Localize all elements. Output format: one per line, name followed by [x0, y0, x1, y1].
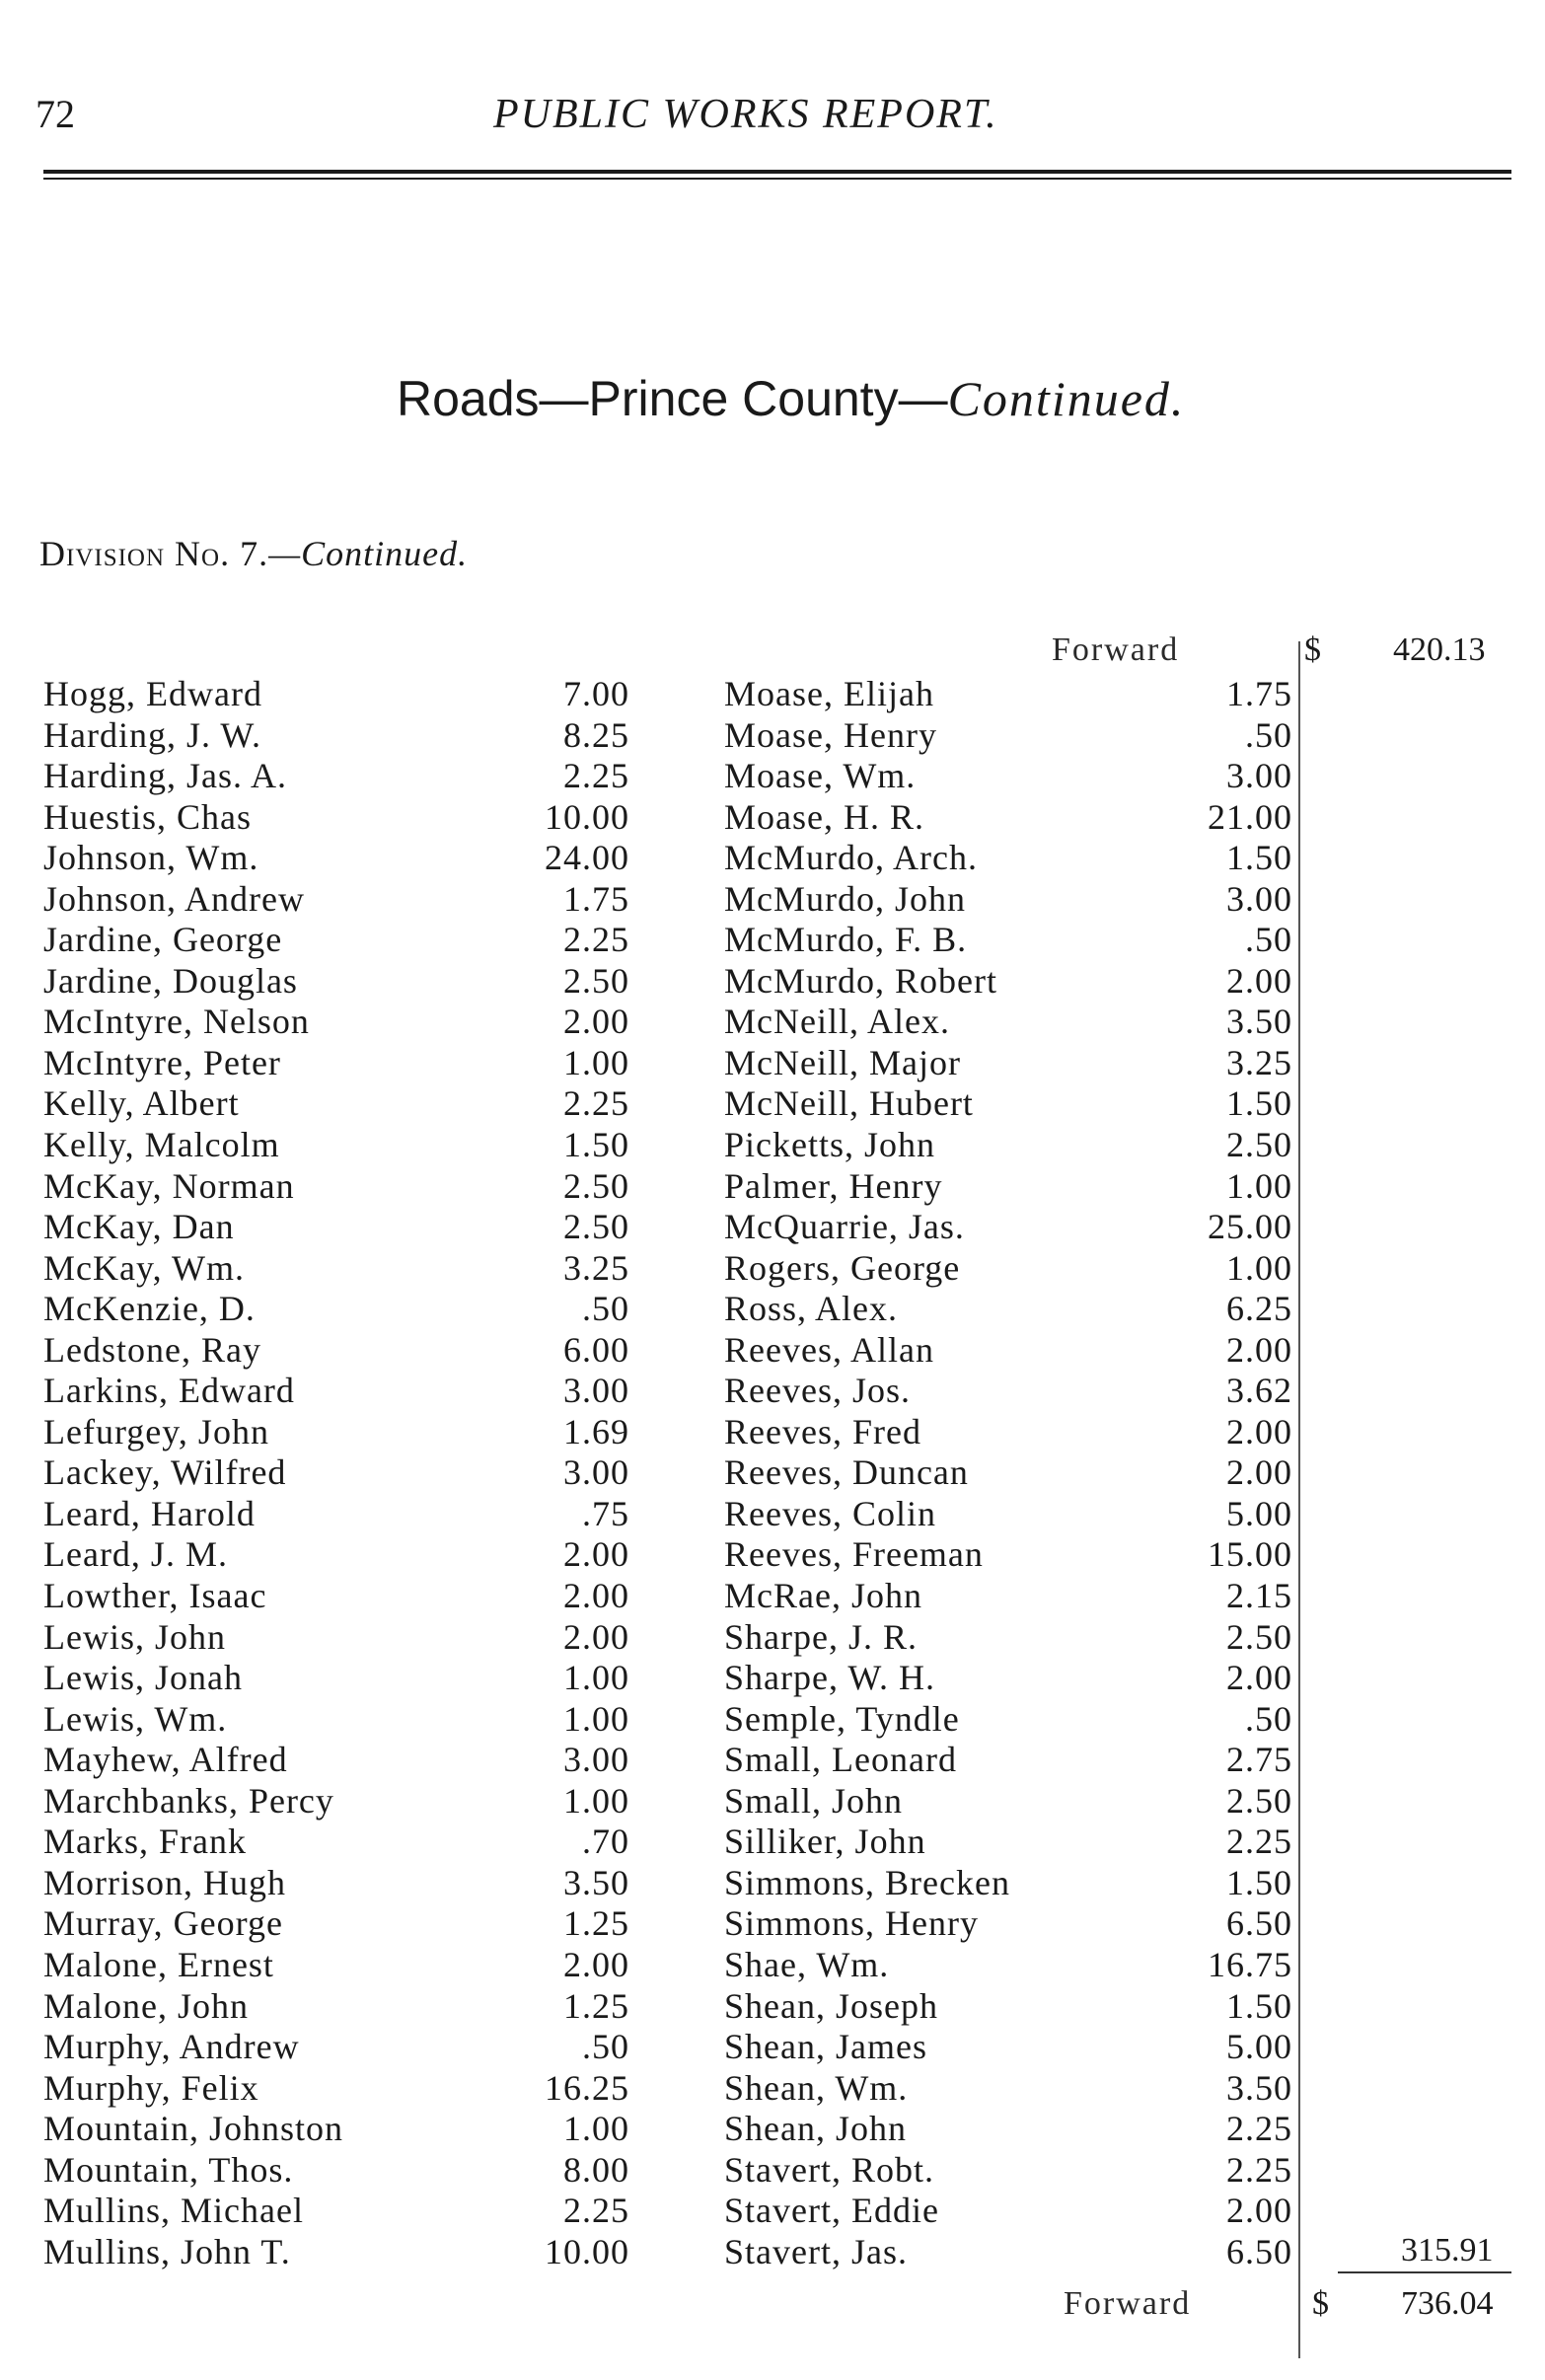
division-continued: —Continued. [268, 534, 469, 573]
left-entry-name: McKenzie, D. [43, 1289, 256, 1329]
left-entry-name: Mayhew, Alfred [43, 1740, 288, 1780]
left-entry-amount: 24.00 [545, 838, 629, 878]
left-entry-name: Malone, John [43, 1985, 249, 2026]
left-entry-name: Jardine, George [43, 920, 283, 960]
section-title-text: Roads—Prince County— [397, 371, 948, 426]
left-entry-name: Leard, J. M. [43, 1534, 228, 1575]
left-entry-name: Kelly, Malcolm [43, 1125, 280, 1165]
left-entry-amount: .70 [582, 1822, 629, 1862]
left-entry-name: Lackey, Wilfred [43, 1452, 287, 1493]
forward-out-label: Forward [1064, 2285, 1192, 2322]
right-entry-amount: 1.00 [1226, 1165, 1292, 1206]
header-rule-thin [43, 178, 1511, 180]
right-entry-amount: 21.00 [1208, 796, 1292, 837]
right-entry-name: Small, Leonard [724, 1740, 957, 1780]
left-entry-amount: 2.25 [563, 2191, 629, 2231]
right-entry-amount: 1.50 [1226, 1862, 1292, 1902]
right-entry-name: McMurdo, Arch. [724, 838, 978, 878]
left-entry-name: Murphy, Andrew [43, 2027, 300, 2067]
left-entry-name: Lewis, John [43, 1616, 226, 1657]
right-entry-name: Reeves, Fred [724, 1411, 921, 1451]
page-number: 72 [36, 92, 75, 136]
right-entry-amount: 2.00 [1226, 2191, 1292, 2231]
left-entry-name: McKay, Wm. [43, 1247, 245, 1288]
left-entry-name: Lewis, Wm. [43, 1698, 228, 1739]
left-entry-amount: 8.25 [563, 714, 629, 755]
right-entry-name: Reeves, Colin [724, 1493, 936, 1533]
left-entry-amount: 2.50 [563, 1207, 629, 1247]
right-entry-amount: 1.75 [1226, 674, 1292, 713]
left-entry-name: Morrison, Hugh [43, 1862, 286, 1902]
right-entry-amount: 2.25 [1226, 2109, 1292, 2149]
left-entry-amount: 2.00 [563, 1576, 629, 1616]
right-entry-name: Rogers, George [724, 1247, 961, 1288]
right-entry-name: Ross, Alex. [724, 1289, 899, 1329]
left-entry-amount: .50 [582, 1289, 629, 1329]
left-entry-name: Marks, Frank [43, 1822, 247, 1862]
right-entry-amount: 2.50 [1226, 1780, 1292, 1821]
left-entry-amount: 2.00 [563, 1616, 629, 1657]
left-entry-name: Larkins, Edward [43, 1371, 295, 1411]
right-entry-name: Shean, Wm. [724, 2067, 909, 2108]
right-entry-amount: 1.50 [1226, 1083, 1292, 1124]
right-entry-amount: 1.00 [1226, 1247, 1292, 1288]
right-entry-name: McNeill, Hubert [724, 1083, 974, 1124]
left-entry-amount: 1.69 [563, 1411, 629, 1451]
running-head: PUBLIC WORKS REPORT. [493, 92, 998, 137]
right-entry-name: Sharpe, W. H. [724, 1658, 935, 1698]
right-entry-name: Reeves, Jos. [724, 1371, 911, 1411]
left-entry-amount: 2.50 [563, 1165, 629, 1206]
right-entry-name: Stavert, Robt. [724, 2149, 934, 2190]
left-entry-amount: 1.75 [563, 878, 629, 919]
right-entry-amount: 6.25 [1226, 1289, 1292, 1329]
left-entry-amount: 16.25 [545, 2067, 629, 2108]
left-entry-amount: 6.00 [563, 1329, 629, 1370]
left-entry-amount: 10.00 [545, 796, 629, 837]
left-entry-amount: 1.25 [563, 1903, 629, 1944]
right-entry-name: Reeves, Duncan [724, 1452, 969, 1493]
right-entry-amount: 2.25 [1226, 1822, 1292, 1862]
right-entry-name: Simmons, Brecken [724, 1862, 1010, 1902]
right-entry-amount: 2.50 [1226, 1616, 1292, 1657]
left-entry-amount: 2.25 [563, 756, 629, 796]
right-entry-amount: 3.62 [1226, 1371, 1292, 1411]
left-entry-amount: 3.00 [563, 1740, 629, 1780]
right-entry-name: Small, John [724, 1780, 904, 1821]
right-entry-amount: 3.00 [1226, 756, 1292, 796]
division-heading [39, 533, 468, 574]
right-entry-name: Simmons, Henry [724, 1903, 980, 1944]
left-entry-name: Mullins, Michael [43, 2191, 304, 2231]
left-entry-name: McKay, Norman [43, 1165, 295, 1206]
right-entry-amount: 3.50 [1226, 1002, 1292, 1042]
right-entry-name: McNeill, Alex. [724, 1002, 950, 1042]
left-names-column [43, 674, 497, 2272]
left-entry-name: Jardine, Douglas [43, 960, 298, 1001]
right-entry-name: Shean, Joseph [724, 1985, 938, 2026]
left-entry-name: Kelly, Albert [43, 1083, 240, 1124]
left-entry-name: Johnson, Wm. [43, 838, 259, 878]
right-entry-amount: .50 [1245, 1698, 1292, 1739]
left-entry-amount: 1.00 [563, 1698, 629, 1739]
right-entry-name: Shean, James [724, 2027, 927, 2067]
left-entry-amount: 1.00 [563, 2109, 629, 2149]
left-entry-name: Hogg, Edward [43, 674, 262, 713]
left-entry-amount: 3.00 [563, 1452, 629, 1493]
right-entry-amount: 2.25 [1226, 2149, 1292, 2190]
left-entry-amount: .75 [582, 1493, 629, 1533]
right-entry-amount: .50 [1245, 714, 1292, 755]
left-entry-name: Malone, Ernest [43, 1944, 274, 1984]
right-entry-name: Sharpe, J. R. [724, 1616, 918, 1657]
right-entry-amount: 5.00 [1226, 2027, 1292, 2067]
amount-column-rule [1298, 641, 1300, 2358]
right-entry-name: McMurdo, F. B. [724, 920, 968, 960]
right-entry-amount: 6.50 [1226, 1903, 1292, 1944]
left-entry-name: Mountain, Thos. [43, 2149, 294, 2190]
right-entry-amount: 6.50 [1226, 2231, 1292, 2271]
left-entry-name: Harding, J. W. [43, 714, 261, 755]
left-amounts-column [513, 674, 629, 2272]
right-entry-name: Picketts, John [724, 1125, 936, 1165]
left-entry-amount: 1.00 [563, 1042, 629, 1082]
left-entry-name: Lowther, Isaac [43, 1576, 267, 1616]
total-underline [1338, 2271, 1511, 2273]
right-entry-amount: 2.15 [1226, 1576, 1292, 1616]
left-entry-name: McKay, Dan [43, 1207, 235, 1247]
left-entry-amount: 1.50 [563, 1125, 629, 1165]
forward-in-currency: $ [1304, 632, 1321, 668]
left-entry-amount: .50 [582, 2027, 629, 2067]
right-entry-amount: 2.00 [1226, 1658, 1292, 1698]
right-entry-amount: 25.00 [1208, 1207, 1292, 1247]
right-amounts-column [1135, 674, 1292, 2272]
right-entry-name: Reeves, Allan [724, 1329, 934, 1370]
forward-in-amount: 420.13 [1393, 632, 1486, 668]
right-entry-name: Stavert, Eddie [724, 2191, 939, 2231]
right-entry-name: Reeves, Freeman [724, 1534, 984, 1575]
forward-out-amount: 736.04 [1401, 2285, 1494, 2322]
left-entry-amount: 2.25 [563, 1083, 629, 1124]
right-entry-name: Moase, H. R. [724, 796, 924, 837]
section-title [397, 370, 1185, 427]
left-entry-name: McIntyre, Nelson [43, 1002, 310, 1042]
left-entry-name: Murray, George [43, 1903, 283, 1944]
right-entry-amount: 2.50 [1226, 1125, 1292, 1165]
left-entry-amount: 2.50 [563, 960, 629, 1001]
right-entry-amount: 5.00 [1226, 1493, 1292, 1533]
left-entry-name: Leard, Harold [43, 1493, 256, 1533]
forward-out-currency: $ [1312, 2285, 1329, 2322]
right-entry-amount: 2.00 [1226, 1411, 1292, 1451]
right-entry-name: Moase, Wm. [724, 756, 917, 796]
header-rule-thick [43, 170, 1511, 174]
left-entry-amount: 2.25 [563, 920, 629, 960]
left-entry-amount: 1.25 [563, 1985, 629, 2026]
right-entry-name: Moase, Henry [724, 714, 937, 755]
right-entry-amount: 15.00 [1208, 1534, 1292, 1575]
right-entry-name: Stavert, Jas. [724, 2231, 908, 2271]
right-entry-name: McNeill, Major [724, 1042, 961, 1082]
left-entry-name: Lefurgey, John [43, 1411, 269, 1451]
right-entry-name: Shae, Wm. [724, 1944, 890, 1984]
left-entry-amount: 2.00 [563, 1002, 629, 1042]
left-entry-amount: 3.00 [563, 1371, 629, 1411]
left-entry-amount: 7.00 [563, 674, 629, 713]
right-entry-name: Moase, Elijah [724, 674, 934, 713]
right-entry-name: McQuarrie, Jas. [724, 1207, 965, 1247]
right-entry-amount: 1.50 [1226, 1985, 1292, 2026]
right-entry-name: McRae, John [724, 1576, 922, 1616]
right-names-column [724, 674, 1119, 2272]
right-entry-name: McMurdo, John [724, 878, 966, 919]
left-entry-name: Marchbanks, Percy [43, 1780, 334, 1821]
right-entry-name: Silliker, John [724, 1822, 926, 1862]
left-entry-name: Huestis, Chas [43, 796, 252, 837]
left-entry-amount: 2.00 [563, 1534, 629, 1575]
right-entry-amount: 2.00 [1226, 1452, 1292, 1493]
left-entry-name: Murphy, Felix [43, 2067, 259, 2108]
left-entry-name: Ledstone, Ray [43, 1329, 261, 1370]
right-entry-amount: 3.00 [1226, 878, 1292, 919]
section-title-continued: Continued. [947, 371, 1186, 426]
right-entry-amount: 2.00 [1226, 1329, 1292, 1370]
left-entry-amount: 3.25 [563, 1247, 629, 1288]
left-entry-name: Lewis, Jonah [43, 1658, 243, 1698]
left-entry-name: McIntyre, Peter [43, 1042, 281, 1082]
division-label: Division No. 7. [39, 534, 269, 573]
left-entry-amount: 10.00 [545, 2231, 629, 2271]
left-entry-amount: 8.00 [563, 2149, 629, 2190]
right-entry-amount: 2.00 [1226, 960, 1292, 1001]
left-entry-amount: 3.50 [563, 1862, 629, 1902]
right-entry-name: McMurdo, Robert [724, 960, 997, 1001]
right-entry-amount: 16.75 [1208, 1944, 1292, 1984]
left-entry-name: Mountain, Johnston [43, 2109, 344, 2149]
right-entry-name: Palmer, Henry [724, 1165, 943, 1206]
right-entry-amount: .50 [1245, 920, 1292, 960]
right-entry-name: Shean, John [724, 2109, 907, 2149]
page-total: 315.91 [1401, 2232, 1494, 2268]
right-entry-amount: 2.75 [1226, 1740, 1292, 1780]
left-entry-amount: 1.00 [563, 1658, 629, 1698]
right-entry-amount: 3.25 [1226, 1042, 1292, 1082]
left-entry-name: Johnson, Andrew [43, 878, 305, 919]
right-entry-amount: 1.50 [1226, 838, 1292, 878]
left-entry-amount: 1.00 [563, 1780, 629, 1821]
forward-in-label: Forward [1052, 632, 1180, 668]
right-entry-name: Semple, Tyndle [724, 1698, 960, 1739]
left-entry-amount: 2.00 [563, 1944, 629, 1984]
right-entry-amount: 3.50 [1226, 2067, 1292, 2108]
left-entry-name: Harding, Jas. A. [43, 756, 287, 796]
left-entry-name: Mullins, John T. [43, 2231, 291, 2271]
